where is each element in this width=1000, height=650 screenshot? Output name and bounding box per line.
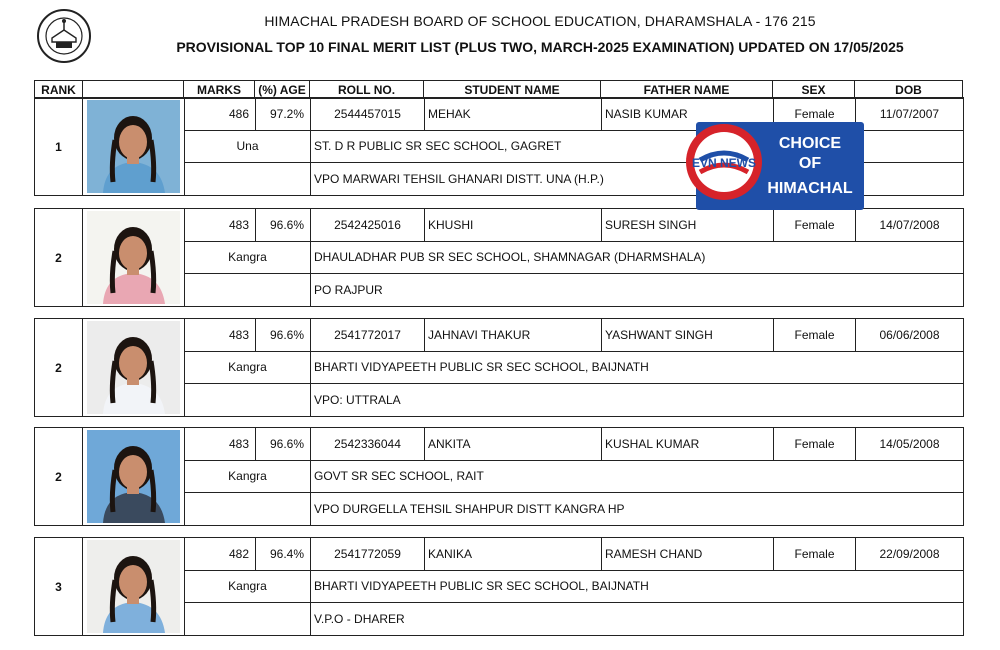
student-photo <box>83 538 185 636</box>
photo-neck <box>127 486 139 494</box>
district-cell: Kangra <box>185 241 311 274</box>
photo-braid-right <box>151 251 154 293</box>
col-roll-no: ROLL NO. <box>310 81 424 99</box>
watermark-line2: OF <box>798 155 822 172</box>
photo-braid-left <box>112 361 115 403</box>
board-heading: HIMACHAL PRADESH BOARD OF SCHOOL EDUCATION, DHARAMSHALA - 176 215 <box>264 13 816 29</box>
blank-cell <box>185 493 311 526</box>
dob-cell: 11/07/2007 <box>856 98 964 131</box>
percentage-cell: 96.6% <box>256 428 311 461</box>
address-cell: VPO: UTTRALA <box>311 384 964 417</box>
photo-braid-right <box>151 580 154 622</box>
dob-cell: 14/05/2008 <box>856 428 964 461</box>
school-cell: GOVT SR SEC SCHOOL, RAIT <box>311 460 964 493</box>
marks-cell: 482 <box>185 538 256 571</box>
col-marks: MARKS <box>184 81 255 99</box>
photo-face <box>119 455 147 489</box>
marks-cell: 486 <box>185 98 256 131</box>
photo-braid-left <box>112 580 115 622</box>
col-student-name: STUDENT NAME <box>424 81 601 99</box>
address-cell: VPO MARWARI TEHSIL GHANARI DISTT. UNA (H.P.) <box>311 163 964 196</box>
roll-no-cell: 2541772017 <box>311 319 425 352</box>
col-dob: DOB <box>855 81 963 99</box>
marks-cell: 483 <box>185 428 256 461</box>
photo-neck <box>127 156 139 164</box>
rank-cell: 2 <box>35 319 83 417</box>
photo-braid-left <box>112 140 115 182</box>
rank-cell: 1 <box>35 98 83 196</box>
dob-cell: 22/09/2008 <box>856 538 964 571</box>
col-photo <box>83 81 184 99</box>
photo-neck <box>127 267 139 275</box>
school-cell: BHARTI VIDYAPEETH PUBLIC SR SEC SCHOOL, BAIJNATH <box>311 570 964 603</box>
sex-cell: Female <box>774 319 856 352</box>
roll-no-cell: 2544457015 <box>311 98 425 131</box>
father-name-cell: RAMESH CHAND <box>602 538 774 571</box>
merit-entry <box>34 318 964 417</box>
student-photo <box>83 428 185 526</box>
dob-cell: 14/07/2008 <box>856 209 964 242</box>
rank-cell: 3 <box>35 538 83 636</box>
photo-braid-right <box>151 361 154 403</box>
rank-cell: 2 <box>35 428 83 526</box>
student-name-cell: KANIKA <box>425 538 602 571</box>
board-seal-logo <box>36 8 92 64</box>
col-rank: RANK <box>35 81 83 99</box>
photo-braid-left <box>112 470 115 512</box>
student-photo <box>83 98 185 196</box>
photo-face <box>119 125 147 159</box>
district-cell: Kangra <box>185 351 311 384</box>
photo-face <box>119 565 147 599</box>
percentage-cell: 97.2% <box>256 98 311 131</box>
roll-no-cell: 2542336044 <box>311 428 425 461</box>
sex-cell: Female <box>774 538 856 571</box>
watermark-line3: HIMACHAL <box>767 180 853 197</box>
blank-cell <box>185 163 311 196</box>
roll-no-cell: 2541772059 <box>311 538 425 571</box>
col-father-name: FATHER NAME <box>601 81 773 99</box>
photo-face <box>119 236 147 270</box>
student-name-cell: JAHNAVI THAKUR <box>425 319 602 352</box>
merit-entry <box>34 427 964 526</box>
marks-cell: 483 <box>185 319 256 352</box>
district-cell: Kangra <box>185 460 311 493</box>
merit-entry <box>34 537 964 636</box>
address-cell: PO RAJPUR <box>311 274 964 307</box>
father-name-cell: SURESH SINGH <box>602 209 774 242</box>
marks-cell: 483 <box>185 209 256 242</box>
sex-cell: Female <box>774 209 856 242</box>
watermark-line1: CHOICE <box>778 135 842 152</box>
photo-neck <box>127 377 139 385</box>
blank-cell <box>185 603 311 636</box>
student-name-cell: ANKITA <box>425 428 602 461</box>
address-cell: VPO DURGELLA TEHSIL SHAHPUR DISTT KANGRA HP <box>311 493 964 526</box>
blank-cell <box>185 274 311 307</box>
school-cell: ST. D R PUBLIC SR SEC SCHOOL, GAGRET <box>311 130 964 163</box>
district-cell: Una <box>185 130 311 163</box>
sex-cell: Female <box>774 98 856 131</box>
percentage-cell: 96.4% <box>256 538 311 571</box>
photo-braid-right <box>151 470 154 512</box>
father-name-cell: NASIB KUMAR <box>602 98 774 131</box>
father-name-cell: KUSHAL KUMAR <box>602 428 774 461</box>
choice-of-himachal-watermark <box>682 110 866 214</box>
school-cell: BHARTI VIDYAPEETH PUBLIC SR SEC SCHOOL, BAIJNATH <box>311 351 964 384</box>
percentage-cell: 96.6% <box>256 209 311 242</box>
sex-cell: Female <box>774 428 856 461</box>
photo-neck <box>127 596 139 604</box>
roll-no-cell: 2542425016 <box>311 209 425 242</box>
student-name-cell: KHUSHI <box>425 209 602 242</box>
col-percentage: (%) AGE <box>255 81 310 99</box>
student-photo <box>83 319 185 417</box>
blank-cell <box>185 384 311 417</box>
student-name-cell: MEHAK <box>425 98 602 131</box>
dob-cell: 06/06/2008 <box>856 319 964 352</box>
rank-cell: 2 <box>35 209 83 307</box>
student-photo <box>83 209 185 307</box>
address-cell: V.P.O - DHARER <box>311 603 964 636</box>
watermark-brand: EVN NEWS <box>691 156 757 170</box>
district-cell: Kangra <box>185 570 311 603</box>
percentage-cell: 96.6% <box>256 319 311 352</box>
merit-entry <box>34 208 964 307</box>
school-cell: DHAULADHAR PUB SR SEC SCHOOL, SHAMNAGAR (DHARMSHALA) <box>311 241 964 274</box>
photo-braid-left <box>112 251 115 293</box>
merit-list-title: PROVISIONAL TOP 10 FINAL MERIT LIST (PLUS TWO, MARCH-2025 EXAMINATION) UPDATED ON 17/05/2025 <box>176 39 904 55</box>
father-name-cell: YASHWANT SINGH <box>602 319 774 352</box>
photo-braid-right <box>151 140 154 182</box>
col-sex: SEX <box>773 81 855 99</box>
photo-face <box>119 346 147 380</box>
